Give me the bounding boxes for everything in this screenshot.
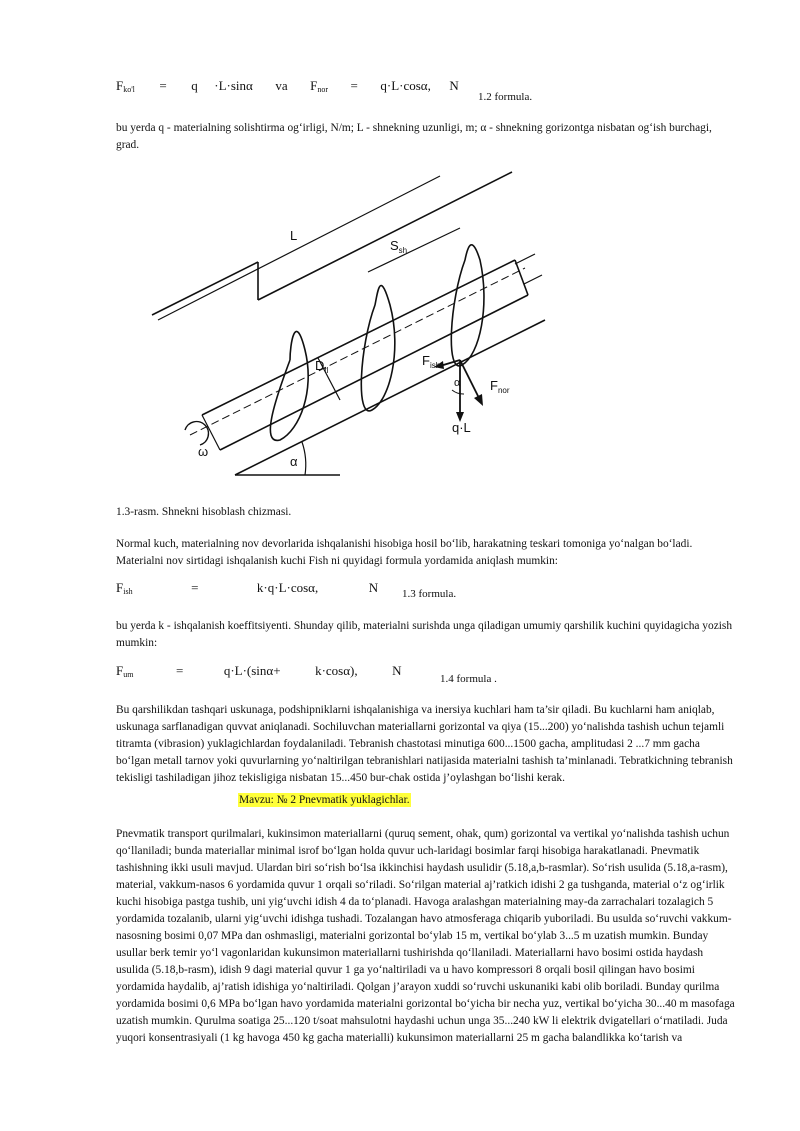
dim-S-line bbox=[368, 228, 460, 272]
formula-1-3-unit: N bbox=[368, 580, 379, 595]
formula-1-4-label: 1.4 formula . bbox=[440, 673, 497, 685]
vibration-paragraph: Bu qarshilikdan tashqari uskunaga, podshipniklarni ishqalanishiga va inersiya kuchlari ham ta’sir qiladi. Bu kuchlarni ham aniqlab, uskunaga sarflanadigan quvvat aniqlanadi. Sochiluvchan materiallarni gorizontal va qiya (15...200) yo‘nalishda tashish uchun tejamli titramta (vibrasion) yuklagichlardan foydalaniladi. Tebranish chastotasi minutiga 600...1500 gacha, amplitudasi 2 ...7 mm gacha bo‘lgan metall tarnov yoki quvurlarning yo‘naltirilgan tebranishlari natijasida materialni tashish ta’minlanadi. Tebratkichning tebranish tekisligi tashiladigan jihoz tekisligiga nisbatan 15...450 bur-chak ostida j’oylashgan bo‘lishi kerak. bbox=[116, 704, 733, 784]
formula-1-3-rhs: k·q·L·cosα, bbox=[256, 580, 319, 595]
formula-1-4-unit: N bbox=[392, 663, 402, 678]
formula-1-2-va: va bbox=[275, 78, 288, 93]
formula-1-4-f: $F_{um}$ bbox=[116, 663, 134, 679]
formula-1-2-unit: N bbox=[449, 78, 459, 93]
definition-paragraph-1: bu yerda q - materialning solishtirma og‘irligi, N/m; L - shnekning uzunligi, m; α - shnekning gorizontga nisbatan og‘ish burchagi, grad. bbox=[116, 122, 712, 151]
upper-guide-left bbox=[152, 262, 258, 315]
flight-2 bbox=[361, 286, 395, 411]
flight-3 bbox=[451, 245, 484, 366]
definition-paragraph-2: bu yerda k - ishqalanish koeffitsiyenti. Shunday qilib, materialni surishda unga qiladigan umumiy qarshilik kuchini quyidagicha yozish mumkin: bbox=[116, 620, 733, 649]
auger-diagram bbox=[140, 160, 560, 480]
section-heading-text: Mavzu: № 2 Pnevmatik yuklagichlar. bbox=[239, 794, 410, 806]
formula-1-2-label: 1.2 formula. bbox=[478, 91, 533, 103]
formula-1-2-f2: $F_{nor}$ bbox=[310, 78, 329, 94]
formula-1-4-eq: = bbox=[175, 663, 184, 678]
formula-1-2 bbox=[116, 78, 459, 94]
friction-paragraph: Normal kuch, materialning nov devorlarida ishqalanishi hisobiga hosil bo‘lib, harakatning teskari tomoniga yo‘nalgan bo‘ladi. Materialni nov sirtidagi ishqalanish kuchi Fish ni quyidagi formula yordamida aniqlash mumkin: bbox=[116, 538, 693, 567]
figure-caption: 1.3-rasm. Shnekni hisoblash chizmasi. bbox=[116, 506, 292, 518]
formula-1-2-eq2: = bbox=[350, 78, 358, 93]
trough-bottom-line bbox=[235, 320, 545, 475]
label-alpha-force: α bbox=[454, 377, 461, 389]
formula-1-3-f: $F_{ish}$ bbox=[116, 580, 133, 596]
section-heading bbox=[238, 794, 411, 806]
formula-1-4-rhs1: q·L·(sinα+ bbox=[223, 663, 281, 678]
formula-1-2-q: q bbox=[191, 78, 198, 93]
label-F-ish: $F_{ish}$ bbox=[422, 353, 441, 370]
formula-1-3-eq: = bbox=[191, 580, 199, 595]
formula-1-4 bbox=[116, 663, 402, 679]
label-L: L bbox=[290, 228, 298, 243]
label-F-nor: $F_{nor}$ bbox=[490, 378, 510, 395]
label-qL: q·L bbox=[452, 420, 471, 435]
tube-bottom-edge bbox=[220, 295, 528, 450]
pneumatic-paragraph: Pnevmatik transport qurilmalari, kukinsimon materiallarni (quruq sement, ohak, qum) gorizontal va vertikal yo‘nalishda tashish uchun qo‘llaniladi; bunda materiallar minimal isrof bo‘lgan holda quvur uch-laridagi bosimlar farqi hisobiga harakatlanadi. Pnevmatik tashishning ikki usuli mavjud. Ulardan biri so‘rish bo‘lsa ikkinchisi haydash usulidir (5.18,a,b-rasmlar). So‘rish usulida (5.18,a-rasm), material, vakkum-nasos 6 yordamida quvur 1 orqali so‘riladi. So‘rilgan material aj’ratkich idishi 2 ga tushganda, material o‘z og‘irlik kuchi hisobiga pastga tushib, uni yig‘uvchi idish 4 da to‘planadi. Havoga aralashgan materialning may-da zarrachalari tozalagich 5 yordamida tozalanib, ularni yig‘uvchi idishga tushadi. Tozalangan havo atmosferaga chiqarib yuboriladi. Bu usulda so‘ruvchi vakkum-nasosning bosimi 0,07 MPa dan oshmasligi, materialni gorizontal bo‘ylab 15 m, vertikal bo‘ylab 3...5 m uzatish mumkin. Bunday usullar berk temir yo‘l vagonlaridan kukunsimon materiallarni tushirishda qo‘llaniladi. Materiallarni havo bosimi ostida haydash usulida (5.18,b-rasm), idish 9 dagi material quvur 1 ga yo‘naltiriladi va u havo kompressori 8 orqali bosil qilingan havo bosimi yordamida haydalib, aj’ratish idishiga yo‘naltiriladi. Qolgan j’arayon xuddi so‘ruvchi uskunaniki kabi olib boriladi. Bunday qurilma yordamida bosimi 0,6 MPa bo‘lgan havo yordamida materialni gorizontal bo‘yicha bir necha yuz, vertikal bo‘yicha 30...40 m masofaga uzatish mumkin. Qurulma soatiga 25...120 t/soat mahsulotni haydashi uchun unga 35...240 kW li elektrik dvigatellari o‘rnatiladi. Juda yuqori konsentrasiyali (1 kg havoga 450 kg gacha materialli) kukunsimon materiallarni 25 m gacha balandlikka ko‘tarish va bbox=[116, 828, 735, 1044]
formula-1-2-f1: $F_{ko'l}$ bbox=[116, 78, 135, 94]
formula-1-2-rhs1: ·L·sinα bbox=[214, 78, 253, 93]
formula-1-4-rhs2: k·cosα), bbox=[315, 663, 358, 678]
tube-top-edge bbox=[202, 260, 515, 415]
formula-1-3 bbox=[116, 580, 378, 596]
label-alpha: α bbox=[290, 454, 298, 469]
label-S: $S_{sh}$ bbox=[390, 238, 408, 255]
formula-1-3-label: 1.3 formula. bbox=[402, 588, 457, 600]
label-omega: ω bbox=[198, 444, 209, 459]
formula-1-2-rhs2: q·L·cosα, bbox=[380, 78, 431, 93]
formula-1-2-eq1: = bbox=[159, 78, 167, 93]
label-D: $D_{tl}$ bbox=[315, 358, 329, 375]
